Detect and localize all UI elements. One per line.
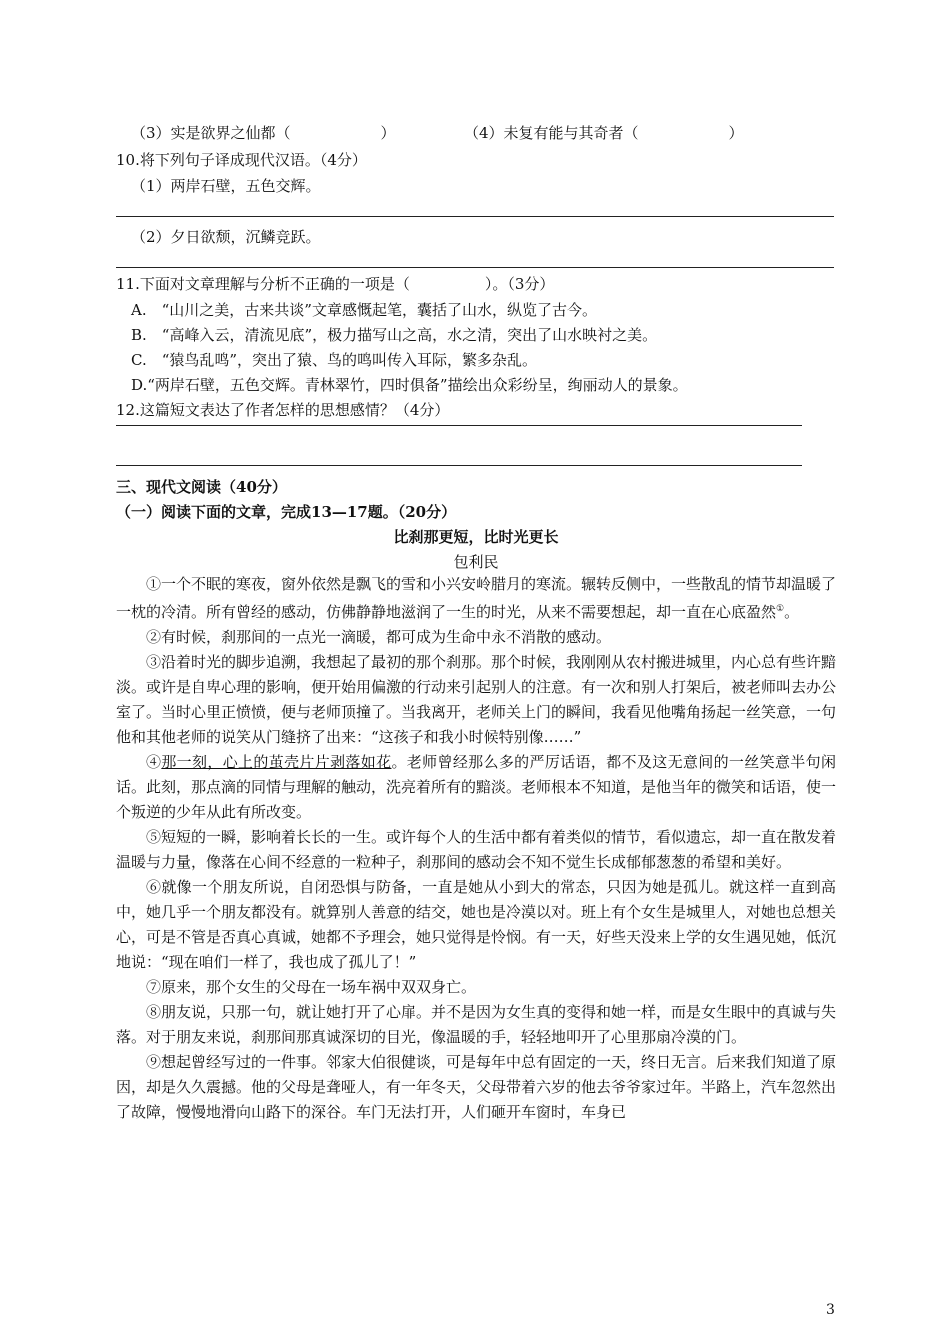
paragraph-5: ⑤短短的一瞬，影响着长长的一生。或许每个人的生活中都有着类似的情节，看似遗忘，却一直在散发着温暖与力量，像落在心间不经意的一粒种子，刹那间的感动会不知不觉生长成郁郁葱葱的希望和美好。 [116,828,837,871]
article-body [116,572,836,1125]
q9-item4: （4）未复有能与其奇者（ ） [464,124,744,142]
paragraph-2: ②有时候，刹那间的一点光一滴暖，都可成为生命中永不消散的感动。 [146,628,612,646]
page-number: 3 [826,1302,835,1318]
underlined-sentence: 那一刻，心上的茧壳片片剥落如花 [161,753,392,771]
paragraph-4: ④那一刻，心上的茧壳片片剥落如花。老师曾经那么多的严厉话语，都不及这无意间的一丝笑意半句闲话。此刻，那点滴的同情与理解的触动，洗亮着所有的黯淡。老师根本不知道，是他当年的微笑和话语，使一个叛逆的少年从此有所改变。 [116,753,837,821]
paragraph-1: ①一个不眠的寒夜，窗外依然是飘飞的雪和小兴安岭腊月的寒流。辗转反侧中，一些散乱的情节却温暖了一枕的冷清。所有曾经的感动，仿佛静静地滋润了一生的时光，从来不需要想起，却一直在心底盈然①。 [116,575,837,621]
footnote-marker: ① [776,604,785,614]
article-title: 比刹那更短，比时光更长 [393,528,559,546]
answer-line [116,425,802,426]
answer-line [116,267,834,268]
paragraph-6: ⑥就像一个朋友所说，自闭恐惧与防备，一直是她从小到大的常态，只因为她是孤儿。就这样一直到高中，她几乎一个朋友都没有。就算别人善意的结交，她也是冷漠以对。班上有个女生是城里人，对她也总想关心，可是不管是否真心真诚，她都不予理会，她只觉得是怜悯。有一天，好些天没来上学的女生遇见她，低沉地说：“现在咱们一样了，我也成了孤儿了！” [116,878,837,971]
q10-prompt: 10.将下列句子译成现代汉语。（4分） [116,151,367,169]
article-author: 包利民 [453,553,499,571]
paragraph-9: ⑨想起曾经写过的一件事。邻家大伯很健谈，可是每年中总有固定的一天，终日无言。后来我们知道了原因，却是久久震撼。他的父母是聋哑人，有一年冬天，父母带着六岁的他去爷爷家过年。半路上，汽车忽然出了故障，慢慢地滑向山路下的深谷。车门无法打开，人们砸开车窗时，车身已 [116,1053,837,1121]
q11-option-b: B. “高峰入云，清流见底”，极力描写山之高，水之清，突出了山水映衬之美。 [131,326,658,344]
q11-option-d: D.“两岸石壁，五色交辉。青林翠竹，四时俱备”描绘出众彩纷呈，绚丽动人的景象。 [131,376,688,394]
q11-option-a: A. “山川之美，古来共谈”文章感慨起笔，囊括了山水，纵览了古今。 [131,301,597,319]
paragraph-8: ⑧朋友说，只那一句，就让她打开了心扉。并不是因为女生真的变得和她一样，而是女生眼中的真诚与失落。对于朋友来说，刹那间那真诚深切的目光，像温暖的手，轻轻地叩开了心里那扇冷漠的门。 [116,1003,837,1046]
section-heading: 三、现代文阅读（40分） [116,478,287,496]
q10-sentence-2: （2）夕日欲颓，沉鳞竞跃。 [131,228,321,246]
q11-prompt: 11.下面对文章理解与分析不正确的一项是（ ）。（3分） [116,275,555,293]
answer-line [116,465,802,466]
paragraph-3: ③沿着时光的脚步追溯，我想起了最初的那个刹那。那个时候，我刚刚从农村搬进城里，内心总有些许黯淡。或许是自卑心理的影响，便开始用偏激的行动来引起别人的注意。有一次和别人打架后，被老师叫去办公室了。当时心里正愤愤，便与老师顶撞了。当我离开，老师关上门的瞬间，我看见他嘴角扬起一丝笑意，一句他和其他老师的说笑从门缝挤了出来：“这孩子和我小时候特别像……” [116,653,837,746]
q10-sentence-1: （1）两岸石壁，五色交辉。 [131,177,321,195]
q12-prompt: 12.这篇短文表达了作者怎样的思想感情？（4分） [116,401,450,419]
subsection-heading: （一）阅读下面的文章，完成13—17题。（20分） [116,503,457,521]
answer-line [116,216,834,217]
q11-option-c: C. “猿鸟乱鸣”，突出了猿、鸟的鸣叫传入耳际，繁多杂乱。 [131,351,538,369]
paragraph-7: ⑦原来，那个女生的父母在一场车祸中双双身亡。 [146,978,477,996]
q9-item3: （3）实是欲界之仙都（ ） [131,124,396,142]
